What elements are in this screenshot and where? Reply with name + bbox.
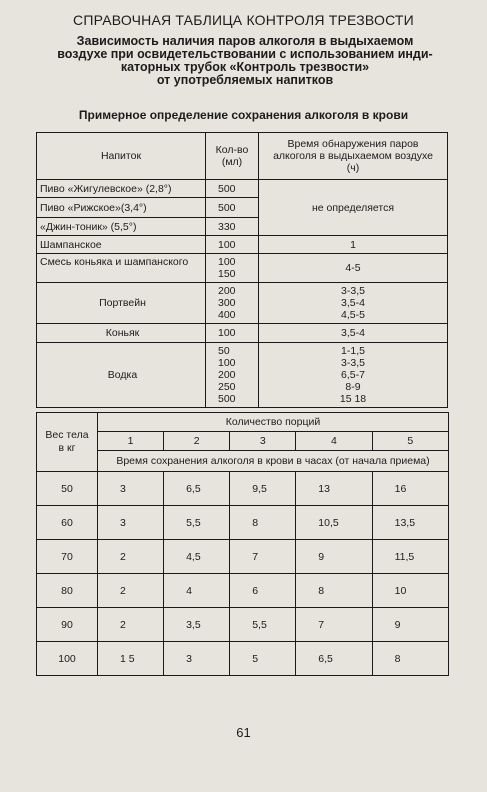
table-row: [37, 506, 449, 540]
drink-cell: Водка: [37, 343, 206, 408]
drink-cell: Смесь коньяка и шампанского: [37, 254, 206, 283]
header-portion-count: Количество порций: [98, 413, 449, 432]
table-row: [37, 324, 448, 343]
volume-value: 200: [218, 285, 236, 297]
weight-cell: 80: [37, 574, 98, 608]
time-cell: [259, 343, 448, 408]
drink-cell: Коньяк: [37, 324, 206, 343]
value-cell: 10: [372, 574, 448, 608]
value-cell: 5,5: [230, 608, 296, 642]
volume-cell: [206, 343, 259, 408]
time-value: 3-3,5: [341, 357, 365, 369]
value-cell: 11,5: [372, 540, 448, 574]
header-volume-line: (мл): [221, 156, 243, 168]
header-time: [259, 133, 448, 180]
value-cell: 6,5: [296, 642, 372, 676]
blood-alcohol-retention-table: [36, 412, 449, 676]
page-number: 61: [236, 725, 251, 740]
drink-cell: Шампанское: [37, 236, 206, 254]
drink-cell: Пиво «Жигулевское» (2,8°): [37, 180, 206, 198]
drink-cell: Пиво «Рижское»(3,4°): [37, 198, 206, 218]
table-row: [37, 472, 449, 506]
time-cell: 3,5-4: [259, 324, 448, 343]
header-portion: 2: [164, 432, 230, 451]
value-cell: 7: [296, 608, 372, 642]
time-value: 8-9: [345, 381, 361, 393]
weight-cell: 90: [37, 608, 98, 642]
table-header-row: [37, 432, 449, 451]
volume-value: 50: [218, 345, 230, 357]
value-cell: 13: [296, 472, 372, 506]
table-row: [37, 254, 448, 283]
header-retention-time: Время сохранения алкоголя в крови в часах (от начала приема): [98, 451, 449, 472]
value-cell: 10,5: [296, 506, 372, 540]
value-cell: 9,5: [230, 472, 296, 506]
header-volume-line: Кол-во: [215, 144, 249, 156]
breath-alcohol-table: [36, 132, 448, 408]
header-time-line: алкоголя в выдыхаемом воздухе: [273, 150, 433, 162]
subtitle-line: Зависимость наличия паров алкоголя в выдыхаемом: [76, 34, 414, 48]
value-cell: 16: [372, 472, 448, 506]
time-value: 6,5-7: [341, 369, 365, 381]
table-row: [37, 574, 449, 608]
header-weight: [37, 413, 98, 472]
header-weight-line: в кг: [58, 442, 76, 454]
value-cell: 4,5: [164, 540, 230, 574]
volume-cell: [206, 283, 259, 324]
subtitle-line: от употребляемых напитков: [156, 73, 334, 87]
time-value: 4,5-5: [341, 309, 365, 321]
weight-cell: 100: [37, 642, 98, 676]
table-row: [37, 642, 449, 676]
value-cell: 8: [230, 506, 296, 540]
table-row: [37, 236, 448, 254]
table-header-row: [37, 133, 448, 180]
time-value: 15 18: [339, 393, 367, 405]
value-cell: 8: [372, 642, 448, 676]
value-cell: 3: [98, 506, 164, 540]
table-row: [37, 283, 448, 324]
value-cell: 3: [164, 642, 230, 676]
subtitle-line: каторных трубок «Контроль трезвости»: [120, 60, 370, 74]
value-cell: 9: [372, 608, 448, 642]
header-volume: [206, 133, 259, 180]
drink-cell: Портвейн: [37, 283, 206, 324]
table-header-row: [37, 413, 449, 432]
volume-value: 150: [218, 268, 236, 280]
value-cell: 2: [98, 540, 164, 574]
time-cell: 1: [259, 236, 448, 254]
volume-value: 300: [218, 297, 236, 309]
table-header-row: [37, 451, 449, 472]
volume-cell: 100: [206, 324, 259, 343]
header-time-line: Время обнаружения паров: [287, 138, 419, 150]
subtitle-line: воздухе при освидетельствовании с использованием инди-: [57, 47, 433, 61]
volume-value: 250: [218, 381, 236, 393]
section-title: Примерное определение сохранения алкоголя в крови: [78, 108, 409, 122]
value-cell: 13,5: [372, 506, 448, 540]
value-cell: 2: [98, 608, 164, 642]
volume-value: 100: [218, 256, 236, 268]
time-cell: 4-5: [259, 254, 448, 283]
value-cell: 9: [296, 540, 372, 574]
volume-value: 400: [218, 309, 236, 321]
header-weight-line: Вес тела: [45, 429, 89, 441]
header-time-line: (ч): [346, 162, 360, 174]
value-cell: 6: [230, 574, 296, 608]
value-cell: 5: [230, 642, 296, 676]
volume-value: 500: [218, 393, 236, 405]
value-cell: 4: [164, 574, 230, 608]
table-row: [37, 343, 448, 408]
value-cell: 3,5: [164, 608, 230, 642]
weight-cell: 60: [37, 506, 98, 540]
volume-cell: 500: [206, 180, 259, 198]
header-portion: 5: [372, 432, 448, 451]
weight-cell: 50: [37, 472, 98, 506]
volume-cell: 330: [206, 218, 259, 236]
drink-cell: «Джин-тоник» (5,5°): [37, 218, 206, 236]
header-portion: 4: [296, 432, 372, 451]
subtitle: [40, 35, 450, 87]
value-cell: 3: [98, 472, 164, 506]
volume-cell: [206, 254, 259, 283]
value-cell: 5,5: [164, 506, 230, 540]
header-portion: 1: [98, 432, 164, 451]
weight-cell: 70: [37, 540, 98, 574]
time-value: 3-3,5: [341, 285, 365, 297]
volume-value: 200: [218, 369, 236, 381]
volume-cell: 100: [206, 236, 259, 254]
value-cell: 8: [296, 574, 372, 608]
time-value: 3,5-4: [341, 297, 365, 309]
page-title: СПРАВОЧНАЯ ТАБЛИЦА КОНТРОЛЯ ТРЕЗВОСТИ: [73, 12, 414, 28]
value-cell: 7: [230, 540, 296, 574]
table-row: [37, 540, 449, 574]
header-drink: Напиток: [37, 133, 206, 180]
value-cell: 1 5: [98, 642, 164, 676]
time-value: 1-1,5: [341, 345, 365, 357]
volume-cell: 500: [206, 198, 259, 218]
time-cell: [259, 283, 448, 324]
table-row: [37, 608, 449, 642]
header-portion: 3: [230, 432, 296, 451]
value-cell: 2: [98, 574, 164, 608]
time-cell: не определяется: [259, 180, 448, 236]
volume-value: 100: [218, 357, 236, 369]
table-row: [37, 180, 448, 198]
value-cell: 6,5: [164, 472, 230, 506]
